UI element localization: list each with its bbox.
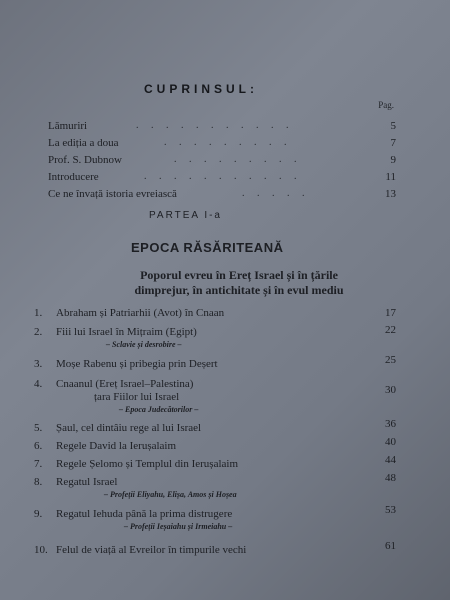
toc-entry-page: 13 — [385, 188, 396, 200]
chapter-8 — [34, 476, 117, 488]
chapter-title-continued: țara Fiilor lui Israel — [94, 391, 180, 403]
chapter-4 — [34, 378, 193, 390]
toc-entry-page: 9 — [390, 154, 396, 166]
chapter-title: Moșe Rabenu și pribegia prin Deșert — [56, 358, 218, 370]
chapter-number: 3. — [34, 358, 43, 370]
chapter-title: Abraham și Patriarhii (Avot) în Cnaan — [56, 307, 225, 319]
chapter-7 — [34, 458, 238, 470]
chapter-title: Regatul Israel — [56, 476, 118, 488]
chapter-number: 6. — [34, 440, 43, 452]
chapter-page: 22 — [385, 324, 396, 336]
leader-dots: . . . . . — [242, 188, 310, 199]
toc-entry-page: 5 — [390, 120, 396, 132]
toc-entry-label: Ce ne învață istoria evreiască — [48, 188, 177, 200]
chapter-number: 8. — [34, 476, 43, 488]
section-title-line-1: Poporul evreu în Ereț Israel și în țările — [140, 268, 338, 282]
chapter-number: 4. — [34, 378, 43, 390]
toc-entry-page: 7 — [390, 137, 396, 149]
section-title-line-2: dimprejur, în antichitate și în evul mediu — [134, 283, 344, 297]
chapter-page: 30 — [385, 384, 396, 396]
leader-dots: . . . . . . . . . . . — [144, 171, 302, 182]
chapter-number: 10. — [34, 544, 48, 556]
contents-page — [24, 60, 434, 580]
chapter-title: Felul de viață al Evreilor în timpurile vechi — [56, 544, 247, 556]
chapter-page: 25 — [385, 354, 396, 366]
chapter-title: Regele David la Ierușalaim — [56, 440, 177, 452]
leader-dots: . . . . . . . . . — [164, 137, 292, 148]
chapter-number: 9. — [34, 508, 43, 520]
chapter-page: 40 — [385, 436, 396, 448]
chapter-page: 61 — [385, 540, 396, 552]
chapter-3 — [34, 358, 218, 370]
chapter-title: Cnaanul (Ereț Israel–Palestina) — [56, 378, 194, 390]
chapter-9 — [34, 508, 232, 520]
toc-entry-dubnow — [48, 154, 122, 166]
leader-dots: . . . . . . . . . — [174, 154, 302, 165]
chapter-1 — [34, 307, 224, 319]
chapter-6 — [34, 440, 176, 452]
chapter-page: 53 — [385, 504, 396, 516]
toc-entry-introducere — [48, 171, 99, 183]
page-title: CUPRINSUL: — [144, 82, 258, 96]
chapter-subtitle: – Profeții Ieșaiahu și Irmeiahu – — [124, 522, 233, 531]
chapter-title: Regatul Iehuda până la prima distrugere — [56, 508, 233, 520]
toc-entry-page: 11 — [385, 171, 396, 183]
toc-entry-editia — [48, 137, 119, 149]
toc-entry-lamuriri — [48, 120, 87, 132]
era-title: EPOCA RĂSĂRITEANĂ — [131, 240, 284, 255]
chapter-number: 7. — [34, 458, 43, 470]
chapter-title: Regele Șelomo și Templul din Ierușalaim — [56, 458, 239, 470]
chapter-page: 36 — [385, 418, 396, 430]
chapter-page: 17 — [385, 307, 396, 319]
chapter-10 — [34, 544, 246, 556]
chapter-page: 44 — [385, 454, 396, 466]
part-heading: PARTEA I-a — [149, 210, 222, 221]
chapter-title: Șaul, cel dintâiu rege al lui Israel — [56, 422, 202, 434]
chapter-subtitle: – Sclavie și desrobire – — [106, 340, 182, 349]
chapter-4-line-2 — [94, 391, 179, 403]
chapter-page: 48 — [385, 472, 396, 484]
leader-dots: . . . . . . . . . . . — [136, 120, 294, 131]
chapter-number: 1. — [34, 307, 43, 319]
chapter-2 — [34, 326, 197, 338]
page-column-label: Pag. — [378, 100, 394, 110]
toc-entry-label: Introducere — [48, 171, 99, 183]
toc-entry-ce-ne-invata — [48, 188, 177, 200]
chapter-title: Fiii lui Israel în Mițraim (Egipt) — [56, 326, 197, 338]
chapter-5 — [34, 422, 201, 434]
chapter-subtitle: – Epoca Judecătorilor – — [119, 405, 199, 414]
toc-entry-label: Lămuriri — [48, 120, 88, 132]
chapter-subtitle: – Profeții Eliyahu, Elișa, Amos și Hoșea — [104, 490, 237, 499]
toc-entry-label: La ediția a doua — [48, 137, 119, 149]
chapter-number: 5. — [34, 422, 43, 434]
chapter-number: 2. — [34, 326, 43, 338]
toc-entry-label: Prof. S. Dubnow — [48, 154, 122, 166]
